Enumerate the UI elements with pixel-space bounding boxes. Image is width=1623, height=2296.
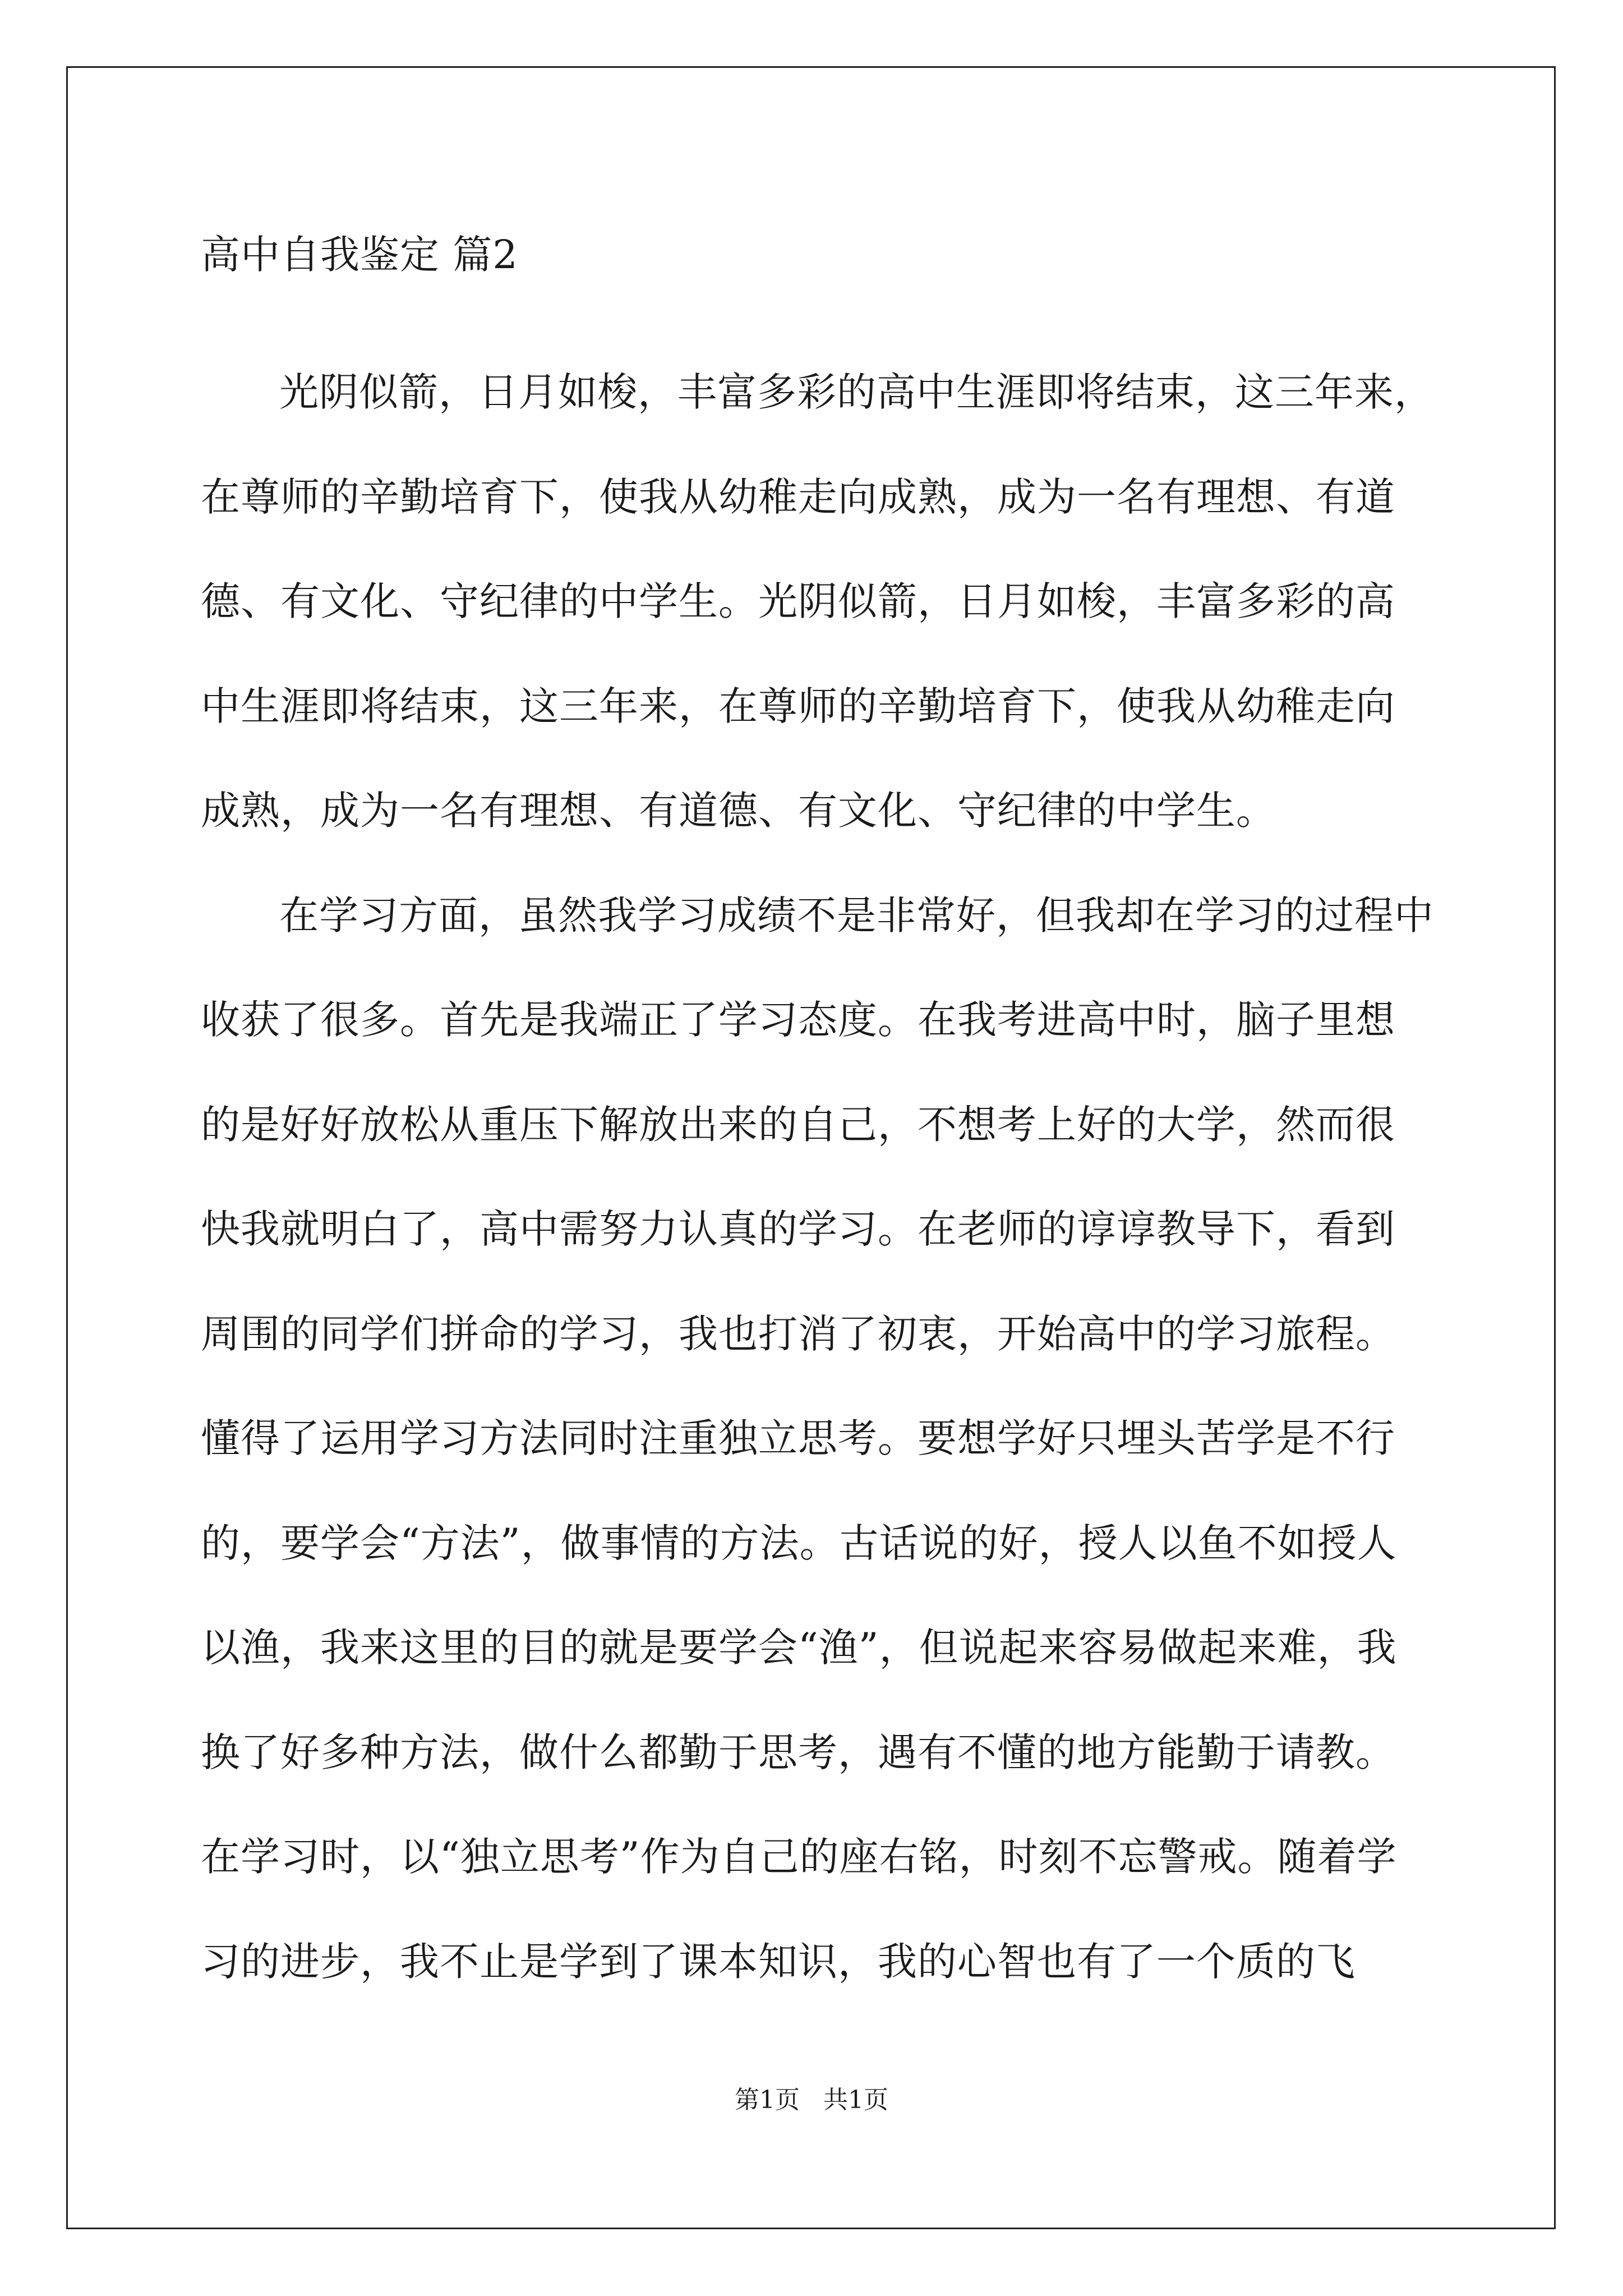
document-title: 高中自我鉴定 篇2 bbox=[201, 232, 518, 278]
paragraph-2: 在学习方面，虽然我学习成绩不是非常好，但我却在学习的过程中收获了很多。首先是我端正了学习态度。在我考进高中时，脑子里想的是好好放松从重压下解放出来的自己，不想考上好的大学，然而很快我就明白了，高中需努力认真的学习。在老师的谆谆教导下，看到周围的同学们拼命的学习，我也打消了初衷，开始高中的学习旅程。懂得了运用学习方法同时注重独立思考。要想学好只埋头苦学是不行的，要学会“方法”，做事情的方法。古话说的好，授人以鱼不如授人以渔，我来这里的目的就是要学会“渔”，但说起来容易做起来难，我换了好多种方法，做什么都勤于思考，遇有不懂的地方能勤于请教。在学习时，以“独立思考”作为自己的座右铭，时刻不忘警戒。随着学习的进步，我不止是学到了课本知识，我的心智也有了一个质的飞 bbox=[201, 892, 1434, 1985]
page-number-footer: 第1页 共1页 bbox=[735, 2086, 888, 2114]
document-body bbox=[201, 226, 1435, 2014]
paragraph-1: 光阴似箭，日月如梭，丰富多彩的高中生涯即将结束，这三年来，在尊师的辛勤培育下，使我从幼稚走向成熟，成为一名有理想、有道德、有文化、守纪律的中学生。光阴似箭，日月如梭，丰富多彩的高中生涯即将结束，这三年来，在尊师的辛勤培育下，使我从幼稚走向成熟，成为一名有理想、有道德、有文化、守纪律的中学生。 bbox=[201, 369, 1434, 834]
